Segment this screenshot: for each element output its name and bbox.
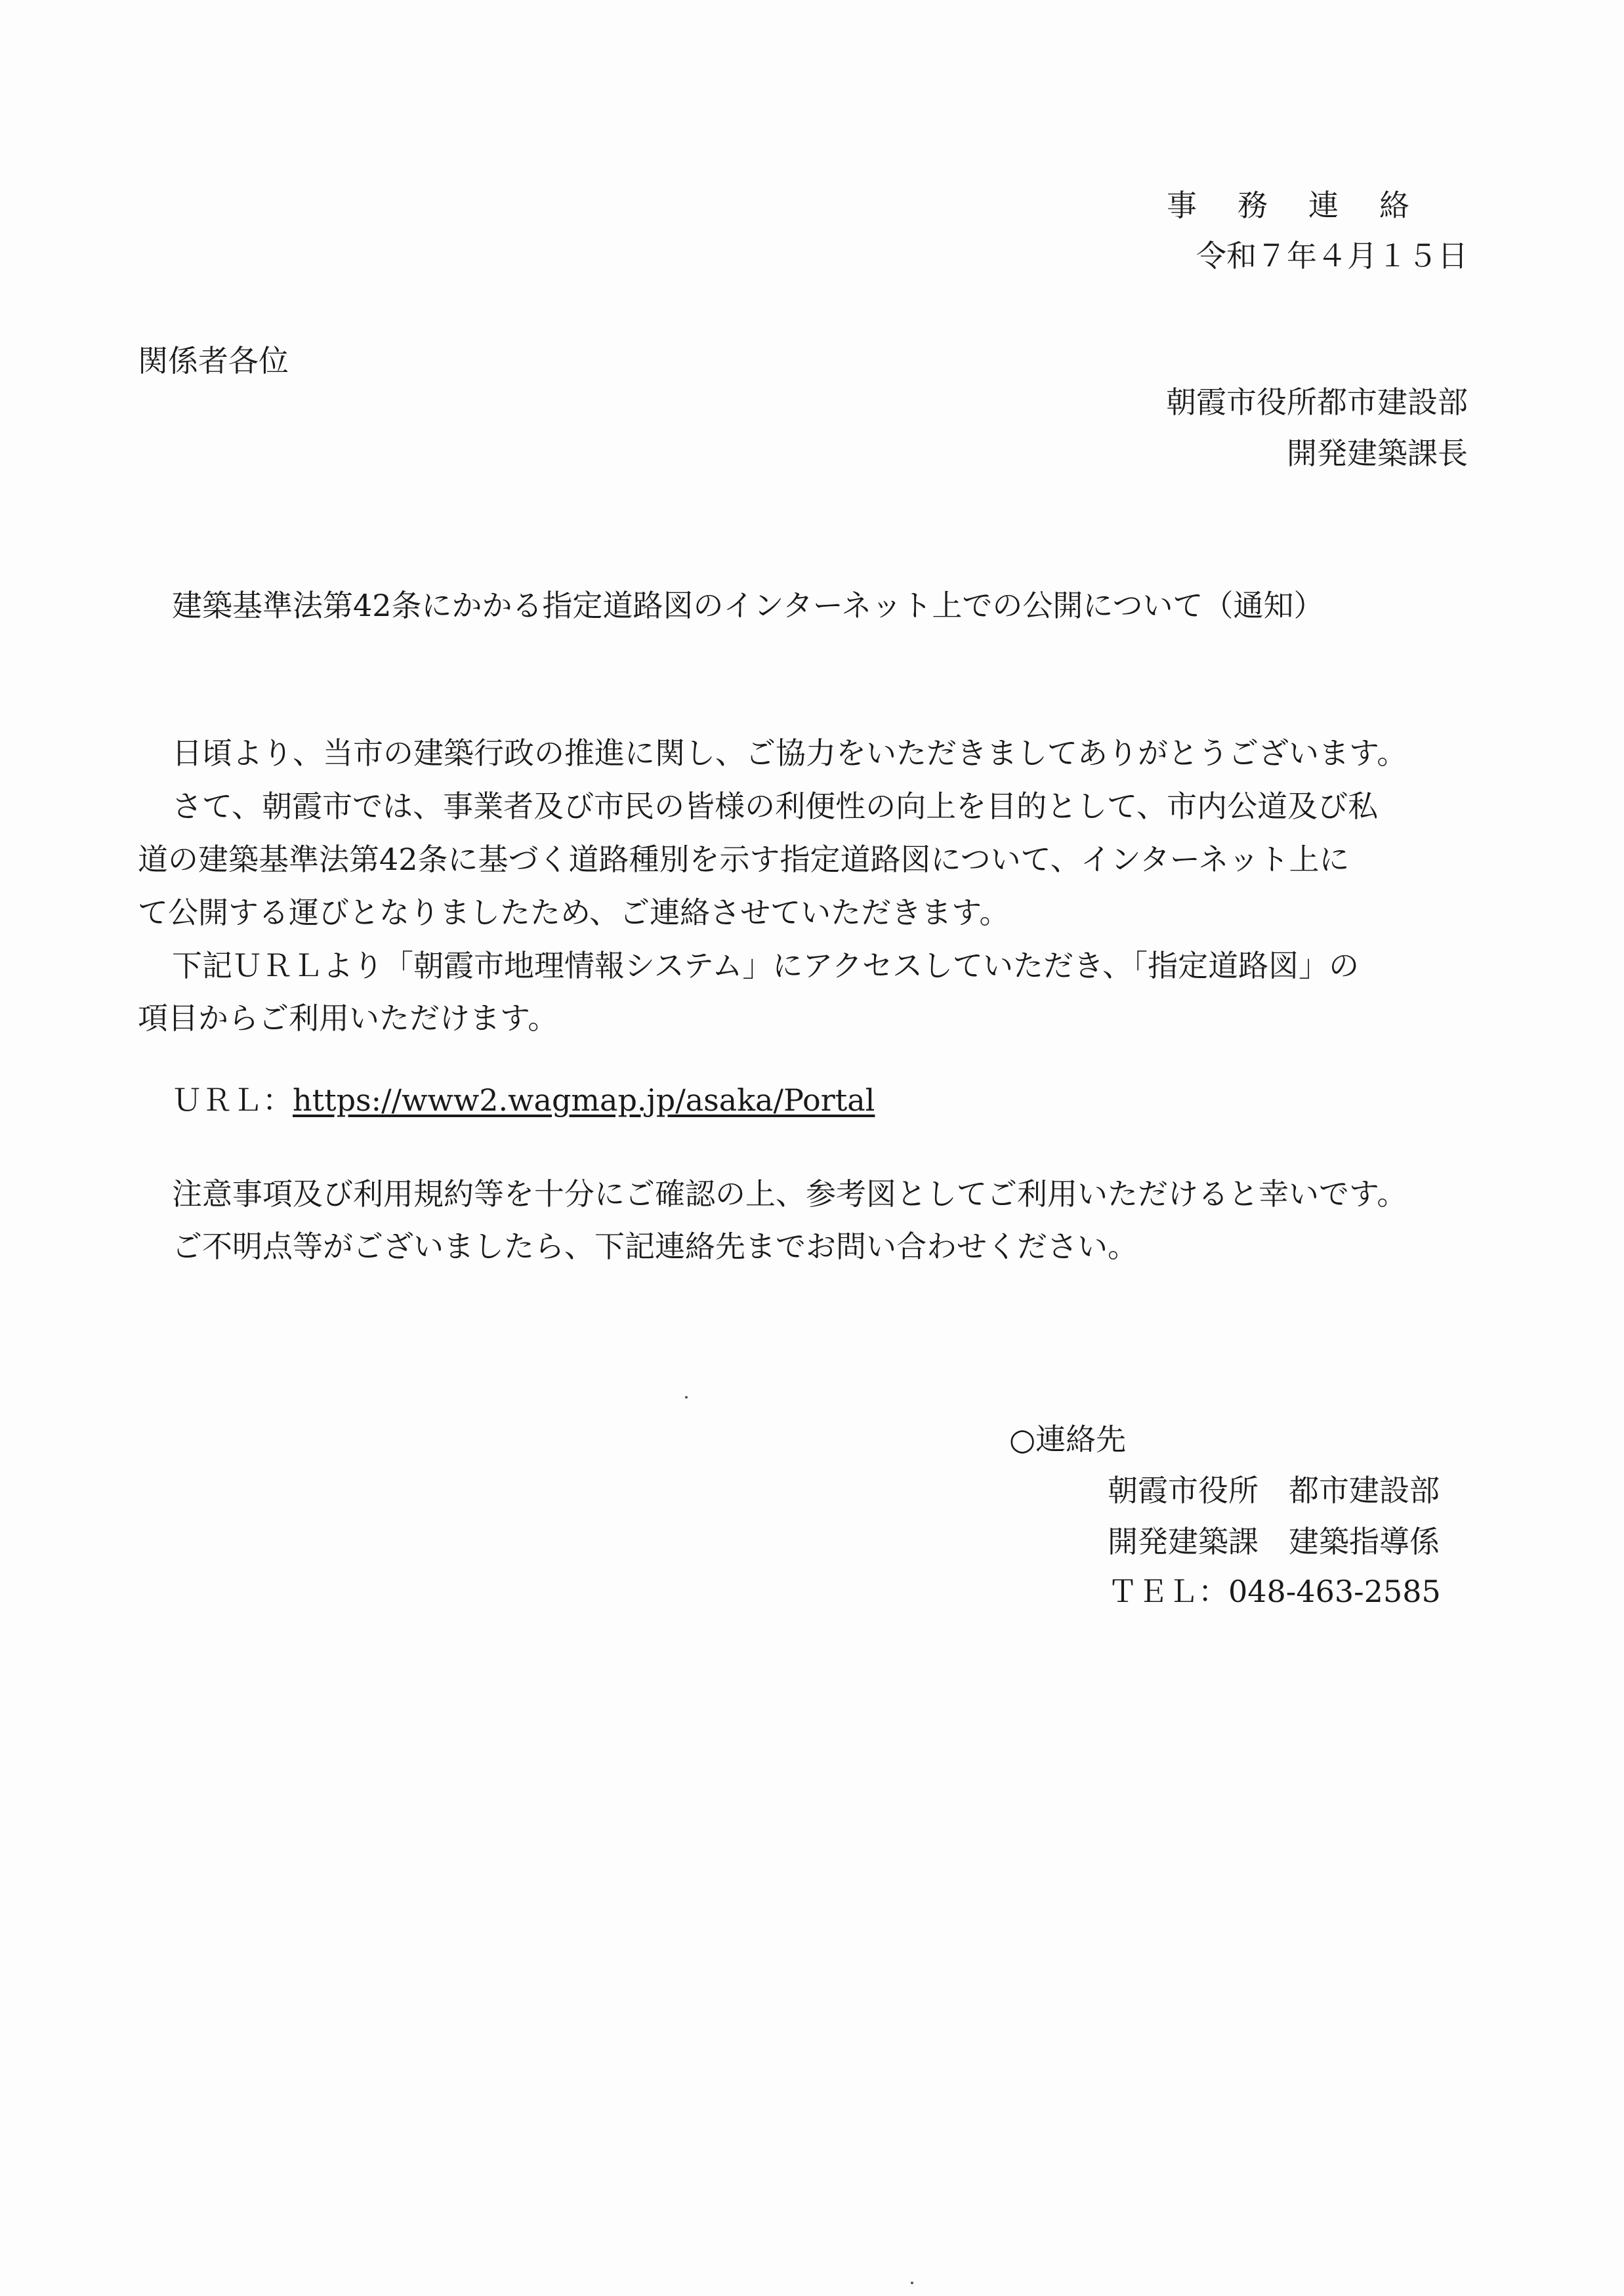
sender-department: 朝霞市役所都市建設部: [1166, 384, 1468, 420]
contact-section: 開発建築課 建築指導係: [1108, 1524, 1440, 1559]
notes-line: 注意事項及び利用規約等を十分にご確認の上、参考図としてご利用いただけると幸いです。: [172, 1176, 1407, 1212]
portal-url-link[interactable]: https://www2.wagmap.jp/asaka/Portal: [293, 1082, 875, 1118]
doc-type-label: 事務連絡: [1167, 188, 1450, 223]
contact-heading: ○連絡先: [1009, 1422, 1127, 1457]
subject-title: 建築基準法第42条にかかる指定道路図のインターネット上での公開について（通知）: [172, 588, 1324, 623]
body-line: 項目からご利用いただけます。: [138, 1000, 558, 1036]
body-line: 道の建築基準法第42条に基づく道路種別を示す指定道路図について、インターネット上に: [138, 842, 1350, 877]
body-line: て公開する運びとなりましたため、ご連絡させていただきます。: [138, 895, 1010, 930]
contact-tel: ＴＥＬ：048-463-2585: [1108, 1574, 1441, 1609]
url-row: [172, 1080, 875, 1120]
scan-speck: [685, 1396, 688, 1399]
sender-title: 開発建築課長: [1287, 436, 1468, 471]
body-line: 下記ＵＲＬより「朝霞市地理情報システム」にアクセスしていただき、「指定道路図」の: [172, 948, 1360, 983]
body-line: 日頃より、当市の建築行政の推進に関し、ご協力をいただきましてありがとうございます。: [172, 735, 1407, 771]
notes-line: ご不明点等がございましたら、下記連絡先までお問い合わせください。: [172, 1229, 1138, 1264]
url-label: ＵＲＬ：: [172, 1082, 293, 1118]
document-date: 令和７年４月１５日: [1196, 238, 1468, 274]
addressee: 関係者各位: [138, 343, 289, 379]
scan-speck: [911, 2282, 913, 2284]
body-line: さて、朝霞市では、事業者及び市民の皆様の利便性の向上を目的として、市内公道及び私: [172, 789, 1379, 824]
contact-office: 朝霞市役所 都市建設部: [1108, 1473, 1440, 1508]
